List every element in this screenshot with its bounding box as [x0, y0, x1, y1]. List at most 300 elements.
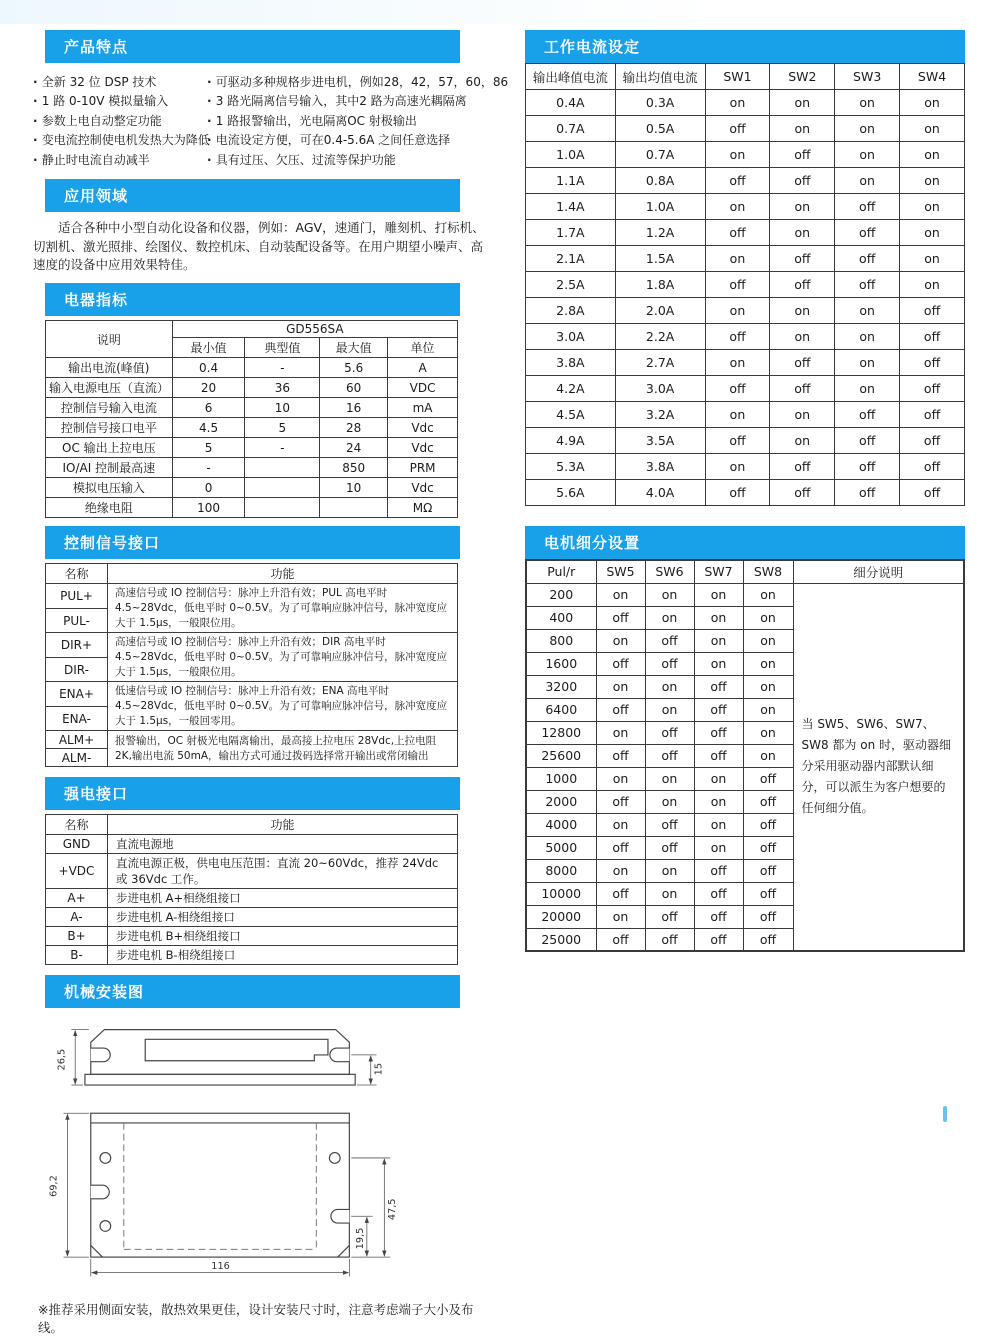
table-cell: on — [835, 376, 900, 402]
feature-item: · 电流设定方便，可在0.4-5.6A 之间任意选择 — [207, 132, 508, 149]
table-cell: 0.8A — [615, 168, 705, 194]
table-cell: off — [835, 272, 900, 298]
table-cell: on — [770, 194, 835, 220]
table-cell: 800 — [526, 629, 596, 652]
table-cell: off — [694, 744, 743, 767]
table-cell: 36 — [245, 378, 320, 398]
table-row — [46, 854, 458, 889]
table-cell: A — [388, 358, 458, 378]
pin-name: ALM+ — [46, 731, 108, 749]
table-cell: on — [770, 428, 835, 454]
table-cell: 绝缘电阻 — [46, 498, 173, 518]
table-cell: on — [743, 721, 793, 744]
table-cell: off — [835, 480, 900, 506]
pin-function: 步进电机 A+相绕组接口 — [108, 889, 458, 908]
table-cell: off — [770, 454, 835, 480]
table-cell: off — [770, 272, 835, 298]
table-cell: on — [694, 629, 743, 652]
table-cell: Vdc — [388, 418, 458, 438]
table-cell: 控制信号输入电流 — [46, 398, 173, 418]
table-cell: 4.5A — [526, 402, 616, 428]
table-row — [526, 298, 965, 324]
table-cell: IO/AI 控制最高速 — [46, 458, 173, 478]
table-cell: 1.0A — [526, 142, 616, 168]
table-cell: off — [835, 402, 900, 428]
table-cell: 3.0A — [526, 324, 616, 350]
table-cell: on — [596, 675, 645, 698]
table-cell: off — [596, 882, 645, 905]
table-cell: - — [245, 438, 320, 458]
microstep-note: 当 SW5、SW6、SW7、SW8 都为 on 时，驱动器细分采用驱动器内部默认细分，可以派生为客户想要的任何细分值。 — [793, 583, 964, 951]
table-cell: off — [694, 721, 743, 744]
table-cell: off — [900, 350, 965, 376]
table-cell: 5000 — [526, 836, 596, 859]
table-cell: on — [705, 142, 770, 168]
table-cell: off — [596, 836, 645, 859]
table-cell: 400 — [526, 606, 596, 629]
table-cell: 10 — [320, 478, 388, 498]
table-cell: 3.0A — [615, 376, 705, 402]
pin-function: 高速信号或 IO 控制信号：脉冲上升沿有效；DIR 高电平时 4.5~28Vdc，低电平时 0~0.5V。为了可靠响应脉冲信号，脉冲宽度应大于 1.5μs，一般限位用。 — [108, 633, 458, 682]
section-header-mechanical: 机械安装图 — [45, 975, 460, 1008]
table-cell: off — [596, 606, 645, 629]
power-interface-table — [45, 814, 458, 965]
column-header: SW8 — [743, 560, 793, 583]
table-row — [46, 458, 458, 478]
signal-row — [46, 633, 458, 658]
feature-list-left — [33, 72, 210, 171]
table-cell: on — [743, 606, 793, 629]
table-cell: Vdc — [388, 438, 458, 458]
table-cell: off — [743, 882, 793, 905]
table-row — [526, 116, 965, 142]
table-cell: off — [770, 168, 835, 194]
table-row — [526, 583, 964, 606]
column-header: 最小值 — [172, 338, 245, 358]
table-cell: 20000 — [526, 905, 596, 928]
table-cell: on — [705, 298, 770, 324]
signal-row — [46, 682, 458, 707]
table-cell: on — [900, 116, 965, 142]
table-cell: off — [835, 246, 900, 272]
table-row — [526, 480, 965, 506]
table-cell: off — [645, 652, 694, 675]
table-row — [46, 908, 458, 927]
table-cell: on — [645, 859, 694, 882]
table-row — [46, 418, 458, 438]
table-cell: on — [645, 583, 694, 606]
application-text: 适合各种中小型自动化设备和仪器，例如：AGV，速通门，雕刻机、打标机、切割机、激光照排、绘图仪、数控机床、自动装配设备等。在用户期望小噪声、高速度的设备中应用效果特佳。 — [33, 219, 485, 273]
feature-list — [30, 63, 509, 179]
table-cell: off — [705, 428, 770, 454]
table-cell: mA — [388, 398, 458, 418]
pin-function: 报警输出，OC 射极光电隔离输出，最高接上拉电压 28Vdc,上拉电阻 2K,输出电流 50mA，输出方式可通过拨码选择常开输出或常闭输出 — [108, 731, 458, 767]
table-cell: off — [770, 480, 835, 506]
table-cell: 5.6 — [320, 358, 388, 378]
mounting-note: ※推荐采用侧面安装，散热效果更佳，设计安装尺寸时，注意考虑端子大小及布线。 — [38, 1302, 474, 1336]
current-header-row — [526, 64, 965, 90]
table-cell: off — [835, 454, 900, 480]
pin-name: PUL- — [46, 608, 108, 633]
table-row — [46, 378, 458, 398]
column-header: SW7 — [694, 560, 743, 583]
column-header: 典型值 — [245, 338, 320, 358]
column-header: SW2 — [770, 64, 835, 90]
table-cell: 0.3A — [615, 90, 705, 116]
column-header: 输出峰值电流 — [526, 64, 616, 90]
table-cell: off — [835, 220, 900, 246]
side-view-outline — [85, 1030, 355, 1085]
table-cell: on — [645, 767, 694, 790]
table-cell: off — [645, 744, 694, 767]
table-cell: 25600 — [526, 744, 596, 767]
column-header: 名称 — [46, 564, 108, 584]
table-cell: off — [705, 220, 770, 246]
section-header-features: 产品特点 — [45, 30, 460, 63]
table-cell: 2.7A — [615, 350, 705, 376]
pin-name: DIR+ — [46, 633, 108, 658]
column-header: SW5 — [596, 560, 645, 583]
table-cell: 3200 — [526, 675, 596, 698]
table-cell: on — [770, 116, 835, 142]
table-row — [46, 498, 458, 518]
column-header: 单位 — [388, 338, 458, 358]
table-cell: 10 — [245, 398, 320, 418]
signal-header-row — [46, 564, 458, 584]
feature-item: · 可驱动多种规格步进电机，例如28，42，57，60，86 — [207, 74, 508, 91]
table-row — [526, 376, 965, 402]
table-cell: 4.2A — [526, 376, 616, 402]
table-cell: 8000 — [526, 859, 596, 882]
table-cell: 5.3A — [526, 454, 616, 480]
column-header: 功能 — [108, 815, 458, 835]
table-cell: on — [596, 813, 645, 836]
pin-name: B+ — [46, 927, 108, 946]
table-cell: off — [770, 376, 835, 402]
table-cell: 6 — [172, 398, 245, 418]
pin-name: B- — [46, 946, 108, 965]
table-cell: on — [705, 402, 770, 428]
table-cell: 12800 — [526, 721, 596, 744]
table-cell: VDC — [388, 378, 458, 398]
feature-item: · 1 路报警输出，光电隔离OC 射极输出 — [207, 113, 508, 130]
table-cell: on — [835, 142, 900, 168]
column-header: 输出均值电流 — [615, 64, 705, 90]
table-cell: off — [694, 698, 743, 721]
pin-function: 高速信号或 IO 控制信号：脉冲上升沿有效；PUL 高电平时 4.5~28Vdc，低电平时 0~0.5V。为了可靠响应脉冲信号，脉冲宽度应大于 1.5μs，一般限位用。 — [108, 584, 458, 633]
pin-name: ENA- — [46, 706, 108, 731]
table-cell: on — [705, 454, 770, 480]
table-cell: on — [596, 767, 645, 790]
table-cell: off — [900, 428, 965, 454]
table-cell: off — [705, 116, 770, 142]
table-cell: 模拟电压输入 — [46, 478, 173, 498]
table-cell: on — [645, 675, 694, 698]
table-cell: on — [900, 246, 965, 272]
table-row — [526, 428, 965, 454]
table-cell: off — [743, 767, 793, 790]
table-row — [526, 402, 965, 428]
table-cell: on — [645, 606, 694, 629]
table-row — [46, 478, 458, 498]
right-column — [525, 30, 965, 1336]
column-header: 功能 — [108, 564, 458, 584]
working-current-table — [525, 63, 965, 506]
table-cell: 4.9A — [526, 428, 616, 454]
table-cell: on — [900, 168, 965, 194]
table-cell: 5 — [172, 438, 245, 458]
table-cell: 1600 — [526, 652, 596, 675]
spec-col-header: 说明 — [46, 321, 173, 358]
feature-item: · 3 路光隔离信号输入，其中2 路为高速光耦隔离 — [207, 93, 508, 110]
table-cell: 2000 — [526, 790, 596, 813]
table-cell: on — [705, 350, 770, 376]
table-row — [46, 438, 458, 458]
table-cell: off — [770, 142, 835, 168]
microstep-header-row — [526, 560, 964, 583]
table-cell: - — [245, 358, 320, 378]
table-cell: on — [705, 194, 770, 220]
table-cell: 输入电源电压（直流） — [46, 378, 173, 398]
table-cell: off — [835, 428, 900, 454]
table-cell: off — [705, 376, 770, 402]
table-cell — [320, 498, 388, 518]
table-row — [46, 358, 458, 378]
pin-name: A+ — [46, 889, 108, 908]
feature-item: · 参数上电自动整定功能 — [33, 113, 207, 130]
table-cell: off — [743, 813, 793, 836]
table-cell: 6400 — [526, 698, 596, 721]
pin-name: ENA+ — [46, 682, 108, 707]
table-row — [526, 272, 965, 298]
table-cell: 2.8A — [526, 298, 616, 324]
column-header: SW6 — [645, 560, 694, 583]
table-cell: off — [743, 905, 793, 928]
table-cell: on — [645, 790, 694, 813]
table-cell: on — [900, 90, 965, 116]
table-cell: on — [596, 859, 645, 882]
table-cell: on — [645, 882, 694, 905]
table-cell: 2.1A — [526, 246, 616, 272]
table-cell — [245, 478, 320, 498]
table-cell: off — [743, 836, 793, 859]
table-cell: 4.5 — [172, 418, 245, 438]
table-cell: off — [596, 744, 645, 767]
table-cell: on — [770, 298, 835, 324]
table-cell: on — [743, 744, 793, 767]
mechanical-drawing — [48, 1016, 466, 1296]
table-cell: on — [596, 905, 645, 928]
column-header: 最大值 — [320, 338, 388, 358]
table-cell: off — [705, 272, 770, 298]
table-cell: off — [596, 928, 645, 951]
table-row — [526, 324, 965, 350]
table-cell: 100 — [172, 498, 245, 518]
table-cell: off — [694, 675, 743, 698]
table-cell: 60 — [320, 378, 388, 398]
pin-function: 直流电源正极，供电电压范围：直流 20~60Vdc，推荐 24Vdc 或 36Vdc 工作。 — [108, 854, 458, 889]
table-cell: on — [743, 675, 793, 698]
table-cell: 5.6A — [526, 480, 616, 506]
table-cell: on — [900, 142, 965, 168]
dim-side-height: 26,5 — [56, 1049, 68, 1071]
pin-function: 步进电机 B+相绕组接口 — [108, 927, 458, 946]
table-cell: on — [900, 220, 965, 246]
table-cell: off — [645, 721, 694, 744]
table-cell: 20 — [172, 378, 245, 398]
table-cell: off — [596, 652, 645, 675]
dim-right-outer: 47,5 — [387, 1198, 399, 1221]
table-cell: on — [770, 402, 835, 428]
section-header-current-setting: 工作电流设定 — [525, 30, 965, 63]
table-row — [46, 835, 458, 854]
table-cell: 1.7A — [526, 220, 616, 246]
feature-item: · 具有过压、欠压、过流等保护功能 — [207, 152, 508, 169]
table-cell: 10000 — [526, 882, 596, 905]
pin-name: +VDC — [46, 854, 108, 889]
table-cell: MΩ — [388, 498, 458, 518]
table-cell: 1.8A — [615, 272, 705, 298]
feature-item: · 静止时电流自动减半 — [33, 152, 207, 169]
table-cell: off — [900, 376, 965, 402]
top-view-hidden-edges — [124, 1123, 316, 1249]
section-header-microstep: 电机细分设置 — [525, 526, 965, 559]
table-row — [526, 90, 965, 116]
table-row — [46, 889, 458, 908]
table-cell: 3.8A — [615, 454, 705, 480]
dim-top-height: 69,2 — [48, 1175, 60, 1198]
table-cell: 25000 — [526, 928, 596, 951]
table-cell: Vdc — [388, 478, 458, 498]
table-cell: - — [172, 458, 245, 478]
column-header: SW1 — [705, 64, 770, 90]
table-cell: off — [645, 813, 694, 836]
feature-list-right — [207, 72, 508, 171]
pin-function: 低速信号或 IO 控制信号：脉冲上升沿有效；ENA 高电平时 4.5~28Vdc，低电平时 0~0.5V。为了可靠响应脉冲信号，脉冲宽度应大于 1.5μs，一般回零用。 — [108, 682, 458, 731]
table-cell: 控制信号接口电平 — [46, 418, 173, 438]
table-cell: off — [645, 928, 694, 951]
dim-right-inner: 19,5 — [354, 1228, 366, 1250]
column-header: Pul/r — [526, 560, 596, 583]
table-cell: 1.5A — [615, 246, 705, 272]
left-column — [30, 30, 509, 1336]
section-header-electrical: 电器指标 — [45, 283, 460, 316]
feature-item: · 全新 32 位 DSP 技术 — [33, 74, 207, 91]
column-header: 细分说明 — [793, 560, 964, 583]
table-cell: 0.5A — [615, 116, 705, 142]
table-row — [46, 946, 458, 965]
table-cell: 4.0A — [615, 480, 705, 506]
table-cell: on — [596, 721, 645, 744]
table-cell: 28 — [320, 418, 388, 438]
feature-item: · 变电流控制使电机发热大为降低 — [33, 132, 207, 149]
table-cell: off — [900, 402, 965, 428]
table-cell: on — [835, 298, 900, 324]
table-cell: on — [694, 836, 743, 859]
dim-width: 116 — [211, 1261, 230, 1273]
page-corner-mark — [943, 1106, 947, 1122]
table-cell: 1000 — [526, 767, 596, 790]
table-cell: 3.8A — [526, 350, 616, 376]
power-header-row — [46, 815, 458, 835]
control-signal-table — [45, 563, 458, 767]
table-cell: off — [900, 480, 965, 506]
table-cell: off — [705, 480, 770, 506]
table-cell: off — [770, 350, 835, 376]
table-cell: 0.7A — [526, 116, 616, 142]
table-cell: on — [694, 652, 743, 675]
table-cell: on — [770, 90, 835, 116]
table-cell: on — [705, 246, 770, 272]
table-cell: off — [705, 324, 770, 350]
table-cell: off — [694, 882, 743, 905]
table-cell: 24 — [320, 438, 388, 458]
table-cell: 3.5A — [615, 428, 705, 454]
pin-name: PUL+ — [46, 584, 108, 609]
top-view-outline — [91, 1114, 350, 1258]
table-cell: on — [770, 324, 835, 350]
table-cell: off — [705, 168, 770, 194]
table-row — [526, 194, 965, 220]
table-cell: 输出电流(峰值) — [46, 358, 173, 378]
table-cell: on — [694, 583, 743, 606]
table-cell: on — [705, 90, 770, 116]
model-name: GD556SA — [172, 321, 457, 338]
pin-name: GND — [46, 835, 108, 854]
table-row — [526, 142, 965, 168]
table-cell: off — [596, 698, 645, 721]
table-cell: 0.4 — [172, 358, 245, 378]
pin-name: DIR- — [46, 657, 108, 682]
table-cell: off — [900, 298, 965, 324]
table-cell: on — [835, 90, 900, 116]
dim-side-tab: 15 — [373, 1063, 385, 1076]
table-cell: 200 — [526, 583, 596, 606]
table-cell: off — [596, 790, 645, 813]
table-cell: 2.0A — [615, 298, 705, 324]
table-cell: off — [743, 928, 793, 951]
table-cell: off — [835, 194, 900, 220]
electrical-spec-table — [45, 320, 458, 518]
table-cell: on — [694, 606, 743, 629]
table-cell: 3.2A — [615, 402, 705, 428]
microstep-table — [525, 559, 965, 952]
table-cell — [245, 458, 320, 478]
table-cell: on — [835, 324, 900, 350]
table-cell: on — [835, 168, 900, 194]
table-cell: on — [770, 220, 835, 246]
table-cell: off — [743, 859, 793, 882]
table-cell: on — [694, 767, 743, 790]
pin-function: 步进电机 B-相绕组接口 — [108, 946, 458, 965]
table-cell: 1.4A — [526, 194, 616, 220]
table-cell: 4000 — [526, 813, 596, 836]
section-header-control-signals: 控制信号接口 — [45, 526, 460, 559]
pin-name: ALM- — [46, 749, 108, 767]
table-cell: off — [770, 246, 835, 272]
top-view-dimensions — [64, 1114, 391, 1277]
table-cell: off — [900, 324, 965, 350]
table-cell: off — [694, 859, 743, 882]
table-cell: 1.0A — [615, 194, 705, 220]
table-cell: 1.1A — [526, 168, 616, 194]
table-cell: 2.5A — [526, 272, 616, 298]
feature-item: · 1 路 0-10V 模拟量输入 — [33, 93, 207, 110]
table-row — [526, 246, 965, 272]
table-cell: on — [743, 652, 793, 675]
table-cell: off — [743, 790, 793, 813]
section-header-application: 应用领域 — [45, 179, 460, 212]
